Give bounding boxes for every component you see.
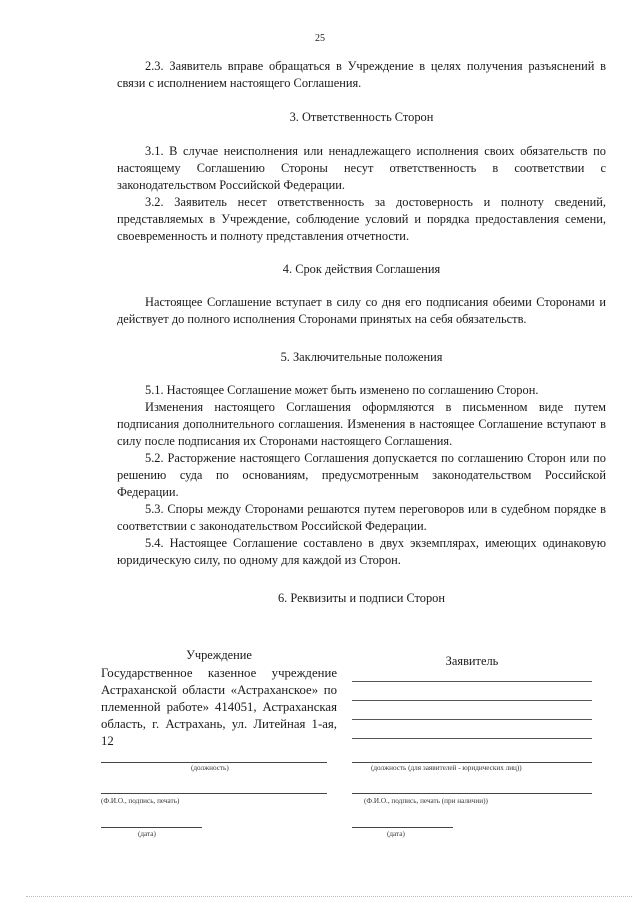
clause-5-1: 5.1. Настоящее Соглашение может быть изменено по соглашению Сторон.: [145, 383, 539, 397]
clause-5-1-changes: Изменения настоящего Соглашения оформляются в письменном виде путем подписания дополнительного соглашения. Изменения в настоящее Соглашение вступают в силу после подписания их Сторонами настоящего Соглашения.: [117, 400, 606, 448]
applicant-line: [352, 700, 592, 701]
clause-3-1: 3.1. В случае неисполнения или ненадлежащего исполнения своих обязательств по настоящему Соглашению Стороны несут ответственность в соответствии с законодательством Российской Федерации.: [117, 144, 606, 192]
date-caption-right: (дата): [387, 830, 405, 838]
position-line-right: [352, 762, 592, 763]
signature-block: [0, 648, 640, 905]
page-bottom-edge: [26, 896, 632, 897]
institution-title: Учреждение: [186, 648, 252, 662]
date-caption-left: (дата): [138, 830, 156, 838]
clause-5-2: 5.2. Расторжение настоящего Соглашения допускается по соглашению Сторон или по решению суда по основаниям, предусмотренным законодательством Российской Федерации.: [117, 451, 606, 499]
fio-caption-left: (Ф.И.О., подпись, печать): [101, 797, 180, 805]
section-6-heading: 6. Реквизиты и подписи Сторон: [277, 591, 446, 605]
clause-5-4: 5.4. Настоящее Соглашение составлено в двух экземплярах, имеющих одинаковую юридическую силу, по одному для каждой из Сторон.: [117, 536, 606, 567]
section-4-heading: 4. Срок действия Соглашения: [282, 262, 441, 276]
institution-details: Государственное казенное учреждение Астраханской области «Астраханское» по племенной работе» 414051, Астраханская область, г. Астрахань, ул. Литейная 1-ая, 12: [101, 666, 337, 748]
applicant-line: [352, 681, 592, 682]
applicant-line: [352, 738, 592, 739]
date-line-left: [101, 827, 202, 828]
clause-3-2: 3.2. Заявитель несет ответственность за достоверность и полноту сведений, представляемых в Учреждение, соблюдение условий и порядка предоставления семени, своевременность и полноту представления отчетности.: [117, 195, 606, 243]
section-3-heading: 3. Ответственность Сторон: [289, 110, 434, 124]
fio-caption-right: (Ф.И.О., подпись, печать (при наличии)): [364, 797, 488, 805]
fio-line-right: [352, 793, 592, 794]
section-5-heading: 5. Заключительные положения: [280, 350, 443, 364]
clause-4-term: Настоящее Соглашение вступает в силу со дня его подписания обеими Сторонами и действует до полного исполнения Сторонами принятых на себя обязательств.: [117, 295, 606, 326]
fio-line-left: [101, 793, 327, 794]
page-number: 25: [315, 33, 325, 44]
position-caption-right: (должность (для заявителей - юридических лиц)): [371, 764, 522, 772]
applicant-title: Заявитель: [445, 654, 499, 668]
position-line-left: [101, 762, 327, 763]
applicant-line: [352, 719, 592, 720]
position-caption-left: (должность): [191, 764, 229, 772]
date-line-right: [352, 827, 453, 828]
clause-2-3: 2.3. Заявитель вправе обращаться в Учреждение в целях получения разъяснений в связи с исполнением настоящего Соглашения.: [117, 59, 606, 90]
agreement-body: [117, 58, 606, 607]
clause-5-3: 5.3. Споры между Сторонами решаются путем переговоров или в судебном порядке в соответствии с законодательством Российской Федерации.: [117, 502, 606, 533]
